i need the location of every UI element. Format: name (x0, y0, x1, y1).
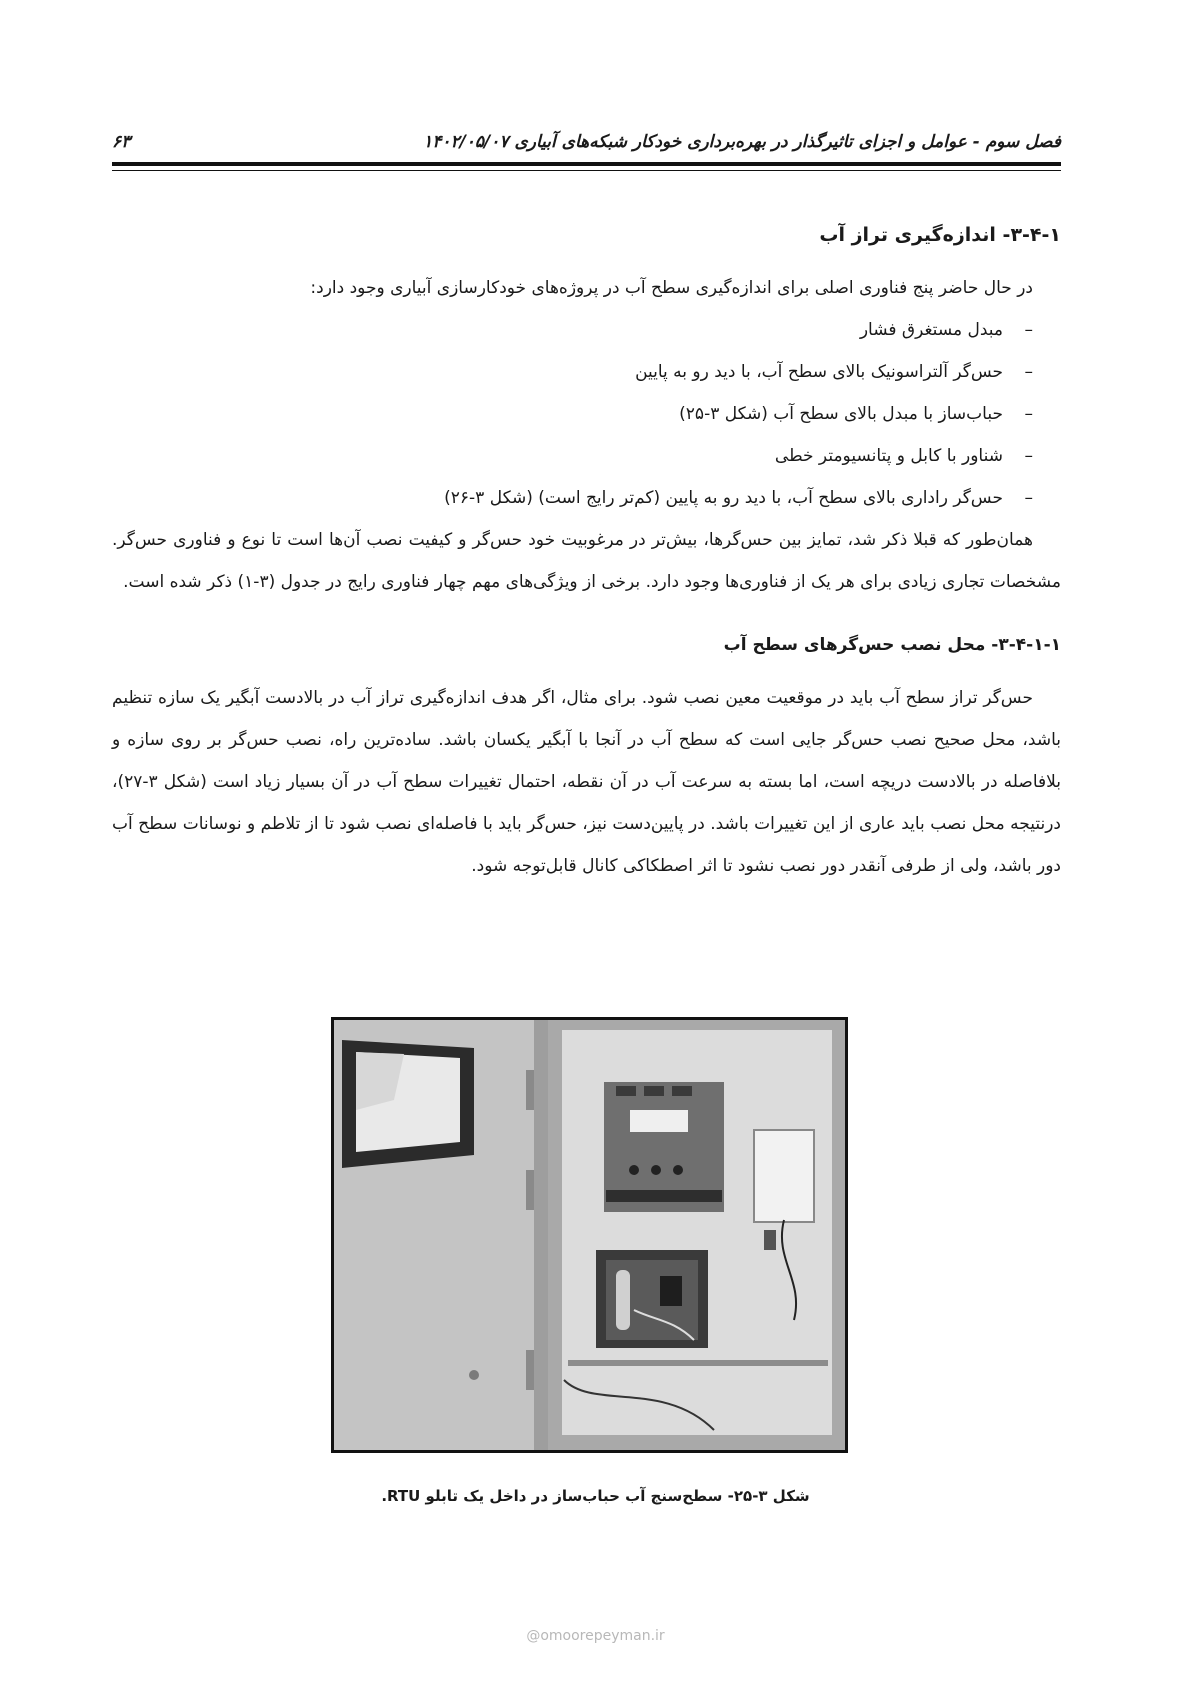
bullet-dash: – (1024, 362, 1033, 382)
bullet-dash: – (1024, 446, 1033, 466)
list-item-text: شناور با کابل و پتانسیومتر خطی (774, 446, 1003, 466)
section-intro: در حال حاضر پنج فناوری اصلی برای اندازه‌گیری سطح آب در پروژه‌های خودکارسازی آبیاری وجود دارد: (310, 278, 1033, 298)
header-rule-thin (112, 170, 1061, 171)
list-item (112, 309, 1033, 351)
rtu-panel-illustration (334, 1020, 845, 1450)
list-item (112, 393, 1033, 435)
figure-caption (200, 1487, 991, 1505)
bullet-dash: – (1024, 488, 1033, 508)
list-item-text: حس‌گر راداری بالای سطح آب، با دید رو به پایین (کم‌تر رایج است) (شکل ۳-۲۶) (444, 488, 1003, 508)
bullet-dash: – (1024, 404, 1033, 424)
list-item (112, 435, 1033, 477)
bullet-dash: – (1024, 320, 1033, 340)
list-item (112, 477, 1033, 519)
subsection-paragraph: حس‌گر تراز سطح آب باید در موقعیت معین نصب شود. برای مثال، اگر هدف اندازه‌گیری تراز آب در بالادست آبگیر یک سازه تنظیم باشد، محل صحیح نصب حس‌گر جایی است که سطح آب در آنجا با آبگیر یکسان باشد. ساده‌ترین راه، نصب حس‌گر بر روی سازه و بلافاصله در بالادست دریچه است، اما بسته به سرعت آب در آن نقطه، احتمال تغییرات سطح آب در آن بسیار زیاد است (شکل ۳-۲۷)، درنتیجه محل نصب باید عاری از این تغییرات باشد. در پایین‌دست نیز، حس‌گر باید با فاصله‌ای نصب شود تا از تلاطم و نوسانات سطح آب دور باشد، ولی از طرفی آنقدر دور نصب نشود تا اثر اصطکاکی کانال قابل‌توجه شود. (112, 688, 1061, 876)
list-item-text: مبدل مستغرق فشار (859, 320, 1003, 340)
figure-caption-label: شکل ۳-۲۵- سطح‌سنج آب حباب‌ساز در داخل (484, 1487, 810, 1505)
page-body (112, 215, 1061, 887)
section-heading: ۳-۴-۱- اندازه‌گیری تراز آب (819, 224, 1061, 246)
technology-list (112, 309, 1061, 519)
running-header (112, 128, 1061, 158)
rtu-panel-photo (331, 1017, 848, 1453)
figure-caption-bold: یک تابلو RTU. (381, 1487, 485, 1505)
list-item-text: حباب‌ساز با مبدل بالای سطح آب (شکل ۳-۲۵) (679, 404, 1003, 424)
list-item-text: حس‌گر آلتراسونیک بالای سطح آب، با دید رو به پایین (635, 362, 1003, 382)
list-item (112, 351, 1033, 393)
watermark-url: @omoorepeyman.ir (526, 1628, 665, 1644)
subsection-heading: ۳-۴-۱-۱- محل نصب حس‌گرهای سطح آب (723, 635, 1061, 655)
page-number: ۶۳ (112, 132, 131, 152)
running-header-title: فصل سوم - عوامل و اجزای تاثیرگذار در بهره‌برداری خودکار شبکه‌های آبیاری ۱۴۰۲/۰۵/۰۷ (423, 132, 1061, 152)
header-rule-thick (112, 162, 1061, 166)
section-paragraph: همان‌طور که قبلا ذکر شد، تمایز بین حس‌گرها، بیش‌تر در مرغوبیت خود حس‌گر و کیفیت نصب آن‌ها است تا نوع و فناوری حس‌گر. مشخصات تجاری زیادی برای هر یک از فناوری‌ها وجود دارد. برخی از ویژگی‌های مهم چهار فناوری رایج در جدول (۳-۱) ذکر شده است. (112, 530, 1061, 592)
